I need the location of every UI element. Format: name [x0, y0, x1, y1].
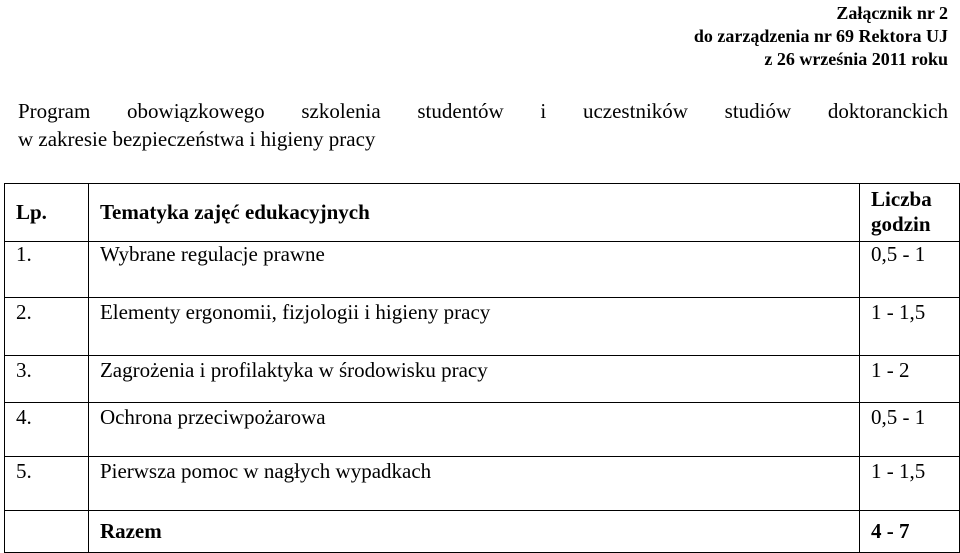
row-hours: 0,5 - 1 — [860, 242, 960, 298]
table-header-row — [5, 184, 960, 242]
row-hours: 1 - 1,5 — [860, 298, 960, 356]
row-number: 3. — [5, 356, 89, 403]
header-hours-line1: Liczba — [871, 187, 932, 211]
row-topic: Wybrane regulacje prawne — [88, 242, 859, 298]
row-hours: 0,5 - 1 — [860, 403, 960, 457]
document-title — [18, 97, 948, 153]
row-hours: 1 - 1,5 — [860, 457, 960, 511]
header-lp: Lp. — [5, 184, 89, 242]
row-topic: Ochrona przeciwpożarowa — [88, 403, 859, 457]
row-number: 1. — [5, 242, 89, 298]
row-topic: Pierwsza pomoc w nagłych wypadkach — [88, 457, 859, 511]
header-hours-line2: godzin — [871, 212, 931, 236]
table-row — [5, 457, 960, 511]
row-number: 2. — [5, 298, 89, 356]
row-number: 4. — [5, 403, 89, 457]
total-label: Razem — [88, 511, 859, 553]
title-line-1: Program obowiązkowego szkolenia studentów i uczestników studiów doktoranckich — [18, 99, 948, 123]
table-row — [5, 242, 960, 298]
row-topic: Elementy ergonomii, fizjologii i higieny pracy — [88, 298, 859, 356]
table-row — [5, 356, 960, 403]
header-topic: Tematyka zajęć edukacyjnych — [88, 184, 859, 242]
table-row — [5, 403, 960, 457]
row-number: 5. — [5, 457, 89, 511]
table-row — [5, 298, 960, 356]
row-hours: 1 - 2 — [860, 356, 960, 403]
total-hours: 4 - 7 — [860, 511, 960, 553]
annex-date: z 26 września 2011 roku — [764, 49, 948, 69]
annex-header — [694, 2, 948, 71]
training-program-table — [4, 183, 960, 553]
annex-ordinance: do zarządzenia nr 69 Rektora UJ — [693, 26, 948, 46]
annex-number: Załącznik nr 2 — [836, 3, 948, 23]
title-line-2: w zakresie bezpieczeństwa i higieny pracy — [18, 127, 376, 151]
total-empty-cell — [5, 511, 89, 553]
row-topic: Zagrożenia i profilaktyka w środowisku pracy — [88, 356, 859, 403]
table-total-row — [5, 511, 960, 553]
header-hours — [860, 184, 960, 242]
